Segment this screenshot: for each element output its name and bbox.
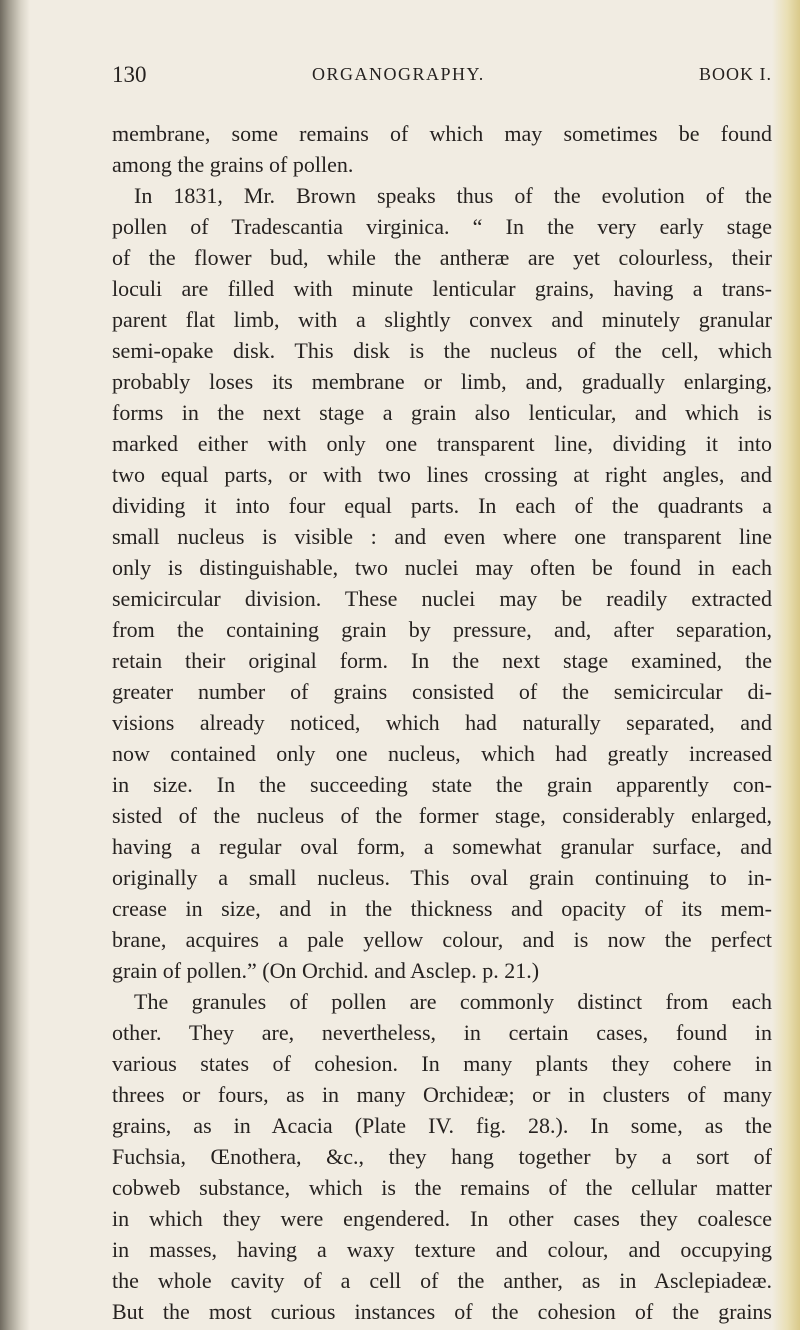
text-line: originally a small nucleus. This oval grain continuing to in- <box>112 865 772 890</box>
page-edge-right <box>772 0 800 1330</box>
text-line: only is distinguishable, two nuclei may often be found in each <box>112 555 772 580</box>
text-line: in size. In the succeeding state the grain apparently con- <box>112 772 772 797</box>
text-line: In 1831, Mr. Brown speaks thus of the evolution of the <box>134 183 772 208</box>
text-line: other. They are, nevertheless, in certain cases, found in <box>112 1020 772 1045</box>
text-line: probably loses its membrane or limb, and, gradually enlarging, <box>112 369 772 394</box>
text-line: membrane, some remains of which may sometimes be found <box>112 121 772 146</box>
text-line: among the grains of pollen. <box>112 152 354 177</box>
text-line: two equal parts, or with two lines crossing at right angles, and <box>112 462 772 487</box>
running-title: ORGANOGRAPHY. <box>312 64 485 84</box>
page-number: 130 <box>112 62 147 87</box>
text-line: the whole cavity of a cell of the anther, as in Asclepiadeæ. <box>112 1268 772 1293</box>
text-line: cobweb substance, which is the remains of the cellular matter <box>112 1175 772 1200</box>
text-line: retain their original form. In the next stage examined, the <box>112 648 772 673</box>
text-line: parent flat limb, with a slightly convex and minutely granular <box>112 307 772 332</box>
text-line: forms in the next stage a grain also lenticular, and which is <box>112 400 772 425</box>
text-line: from the containing grain by pressure, and, after separation, <box>112 617 772 642</box>
book-page <box>112 62 772 1327</box>
text-line: brane, acquires a pale yellow colour, and is now the perfect <box>112 927 772 952</box>
text-line: grains, as in Acacia (Plate IV. fig. 28.). In some, as the <box>112 1113 772 1138</box>
text-line: visions already noticed, which had naturally separated, and <box>112 710 772 735</box>
text-line: semi-opake disk. This disk is the nucleus of the cell, which <box>112 338 772 363</box>
text-line: small nucleus is visible : and even where one transparent line <box>112 524 772 549</box>
text-line: of the flower bud, while the antheræ are yet colourless, their <box>112 245 772 270</box>
body-text <box>112 118 772 1327</box>
text-line: loculi are filled with minute lenticular grains, having a trans- <box>112 276 772 301</box>
running-header <box>112 62 772 92</box>
text-line: semicircular division. These nuclei may be readily extracted <box>112 586 772 611</box>
text-line: in which they were engendered. In other cases they coalesce <box>112 1206 772 1231</box>
text-line: But the most curious instances of the cohesion of the grains <box>112 1299 772 1324</box>
text-line: threes or fours, as in many Orchideæ; or in clusters of many <box>112 1082 772 1107</box>
text-line: having a regular oval form, a somewhat granular surface, and <box>112 834 772 859</box>
text-line: marked either with only one transparent line, dividing it into <box>112 431 772 456</box>
text-line: crease in size, and in the thickness and opacity of its mem- <box>112 896 772 921</box>
text-line: dividing it into four equal parts. In each of the quadrants a <box>112 493 772 518</box>
text-line: Fuchsia, Œnothera, &c., they hang together by a sort of <box>112 1144 772 1169</box>
text-line: sisted of the nucleus of the former stage, considerably enlarged, <box>112 803 772 828</box>
text-line: various states of cohesion. In many plants they cohere in <box>112 1051 772 1076</box>
book-label: BOOK I. <box>699 64 772 84</box>
page-gutter-left <box>0 0 30 1330</box>
text-line: grain of pollen.” (On Orchid. and Asclep. p. 21.) <box>112 958 540 983</box>
text-line: greater number of grains consisted of the semicircular di- <box>112 679 772 704</box>
text-line: now contained only one nucleus, which had greatly increased <box>112 741 772 766</box>
text-line: The granules of pollen are commonly distinct from each <box>134 989 772 1014</box>
text-line: pollen of Tradescantia virginica. “ In the very early stage <box>112 214 772 239</box>
text-line: in masses, having a waxy texture and colour, and occupying <box>112 1237 772 1262</box>
